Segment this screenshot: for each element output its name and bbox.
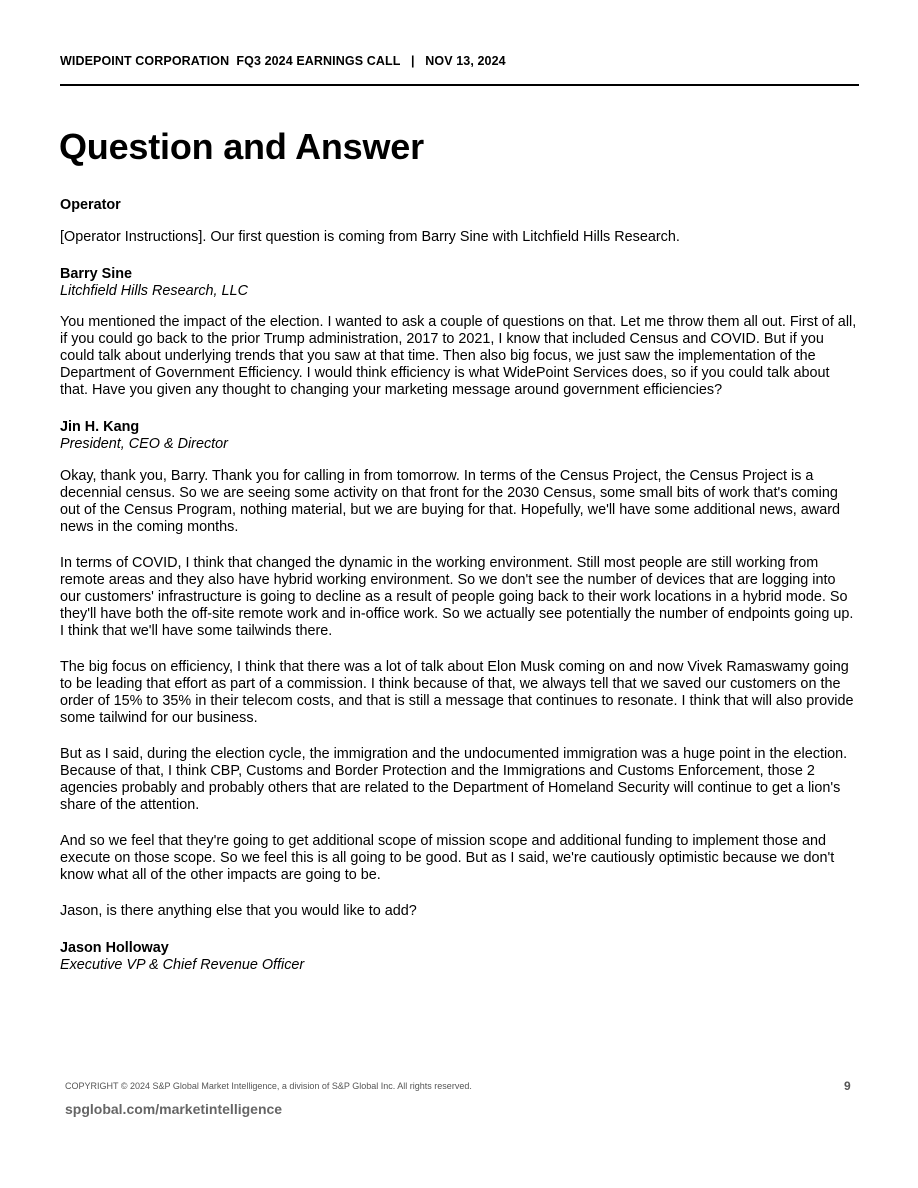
jin-answer-paragraph-3: The big focus on efficiency, I think that there was a lot of talk about Elon Musk coming on and now Vivek Ramaswamy going to be leading that effort as part of a commission. I think because of that, we always tell that we saved our customers on the order of 15% to 35% in their telecom costs, and that is still a message that continues to resonate. I think that will also provide some tailwind for our business. [60,659,854,726]
jin-answer-paragraph-2: In terms of COVID, I think that changed the dynamic in the working environment. Still most people are still working from remote areas and they also have hybrid working environment. So we don't see the number of devices that are logging into our customers' infrastructure is going to decline as a result of people going back to their work locations in a hybrid mode. So they'll have both the off-site remote work and in-office work. So we actually see potentially the number of endpoints going up. I think that we'll have some tailwinds there. [60,555,854,639]
speaker-name-jin-kang: Jin H. Kang [60,419,140,435]
jin-answer-paragraph-6: Jason, is there anything else that you would like to add? [60,903,417,919]
page-number: 9 [844,1079,851,1093]
speaker-role-jin-kang: President, CEO & Director [60,436,228,452]
jin-answer-paragraph-5: And so we feel that they're going to get additional scope of mission scope and additional funding to implement those and execute on those scope. So we feel this is all going to be good. But as I said, we're cautiously optimistic because we don't know what all of the other impacts are going to be. [60,833,835,883]
copyright-notice: COPYRIGHT © 2024 S&P Global Market Intelligence, a division of S&P Global Inc. All rights reserved. [65,1081,472,1091]
speaker-name-jason-holloway: Jason Holloway [60,940,169,956]
barry-question: You mentioned the impact of the election. I wanted to ask a couple of questions on that. Let me throw them all out. First of all, if you could go back to the prior Trump administration, 2017 to 2021, I know that included Census and COVID. But if you could talk about underlying trends that you saw at that time. Then also big focus, we just saw the implementation of the Department of Government Efficiency. I would think efficiency is what WidePoint Services does, so if you could talk about that. Have you given any thought to changing your marketing message around government efficiencies? [60,314,857,398]
speaker-role-barry-sine: Litchfield Hills Research, LLC [60,283,248,299]
operator-remark: [Operator Instructions]. Our first question is coming from Barry Sine with Litchfield Hills Research. [60,229,680,245]
jin-answer-paragraph-4: But as I said, during the election cycle, the immigration and the undocumented immigration was a huge point in the election. Because of that, I think CBP, Customs and Border Protection and the Immigrations and Customs Enforcement, those 2 agencies probably and probably others that are related to the Department of Homeland Security will continue to get a lion's share of the attention. [60,746,848,813]
header-divider [60,84,859,86]
document-header [60,54,859,68]
footer-url: spglobal.com/marketintelligence [65,1101,283,1117]
header-date: NOV 13, 2024 [425,54,506,68]
speaker-name-barry-sine: Barry Sine [60,266,132,282]
header-event: FQ3 2024 EARNINGS CALL [236,54,401,68]
operator-name: Operator [60,197,121,213]
jin-answer-paragraph-1: Okay, thank you, Barry. Thank you for calling in from tomorrow. In terms of the Census Project, the Census Project is a decennial census. So we are seeing some activity on that front for the 2030 Census, some small bits of work that's coming out of the Census Program, nothing material, but we are buying for that. Hopefully, we'll have some additional news, award news in the coming months. [60,468,840,535]
speaker-role-jason-holloway: Executive VP & Chief Revenue Officer [60,957,305,973]
header-separator: | [410,54,415,68]
header-company: WIDEPOINT CORPORATION [60,54,230,68]
page-title: Question and Answer [59,126,424,167]
transcript-body [60,197,860,974]
